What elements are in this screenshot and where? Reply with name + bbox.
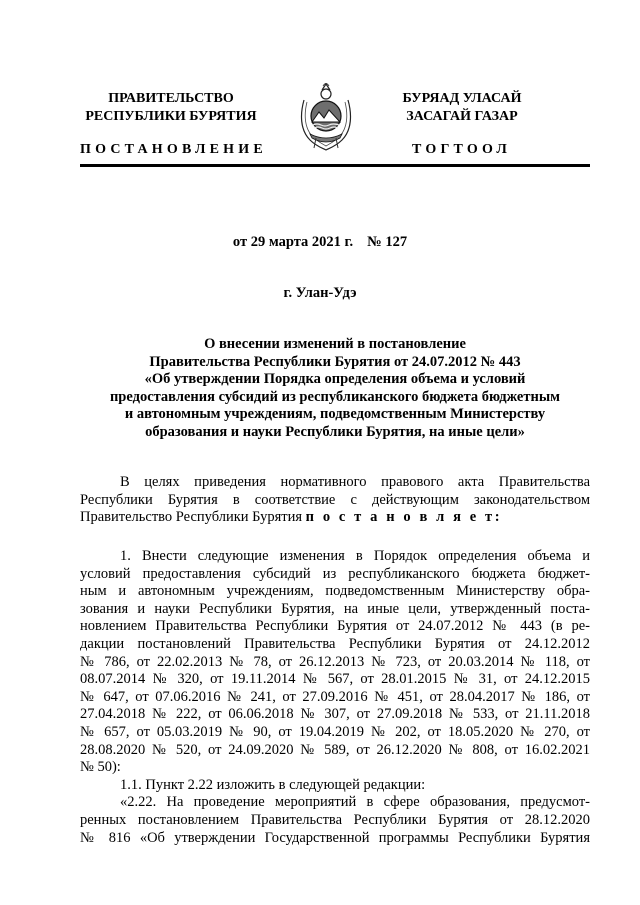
- text-line: ным и автономным учреждениям, подведомственным Министерству обра-: [80, 583, 590, 600]
- coat-of-arms-icon: [296, 80, 356, 152]
- text-line: новлением Правительства Республики Бурятия от 24.07.2012 № 443 (в ре-: [80, 618, 590, 635]
- text-line: дакции постановлений Правительства Республики Бурятия от 24.12.2012: [80, 635, 590, 652]
- issuer-bua-line1: БУРЯАД УЛАСАЙ: [402, 91, 522, 106]
- title-line: образования и науки Республики Бурятия, на иные цели»: [145, 423, 525, 440]
- title-line: предоставления субсидий из республиканского бюджета бюджетным: [109, 388, 561, 405]
- issuer-bua-line2: ЗАСАГАЙ ГАЗАР: [406, 109, 518, 124]
- preamble-paragraph: [80, 474, 590, 527]
- doc-type-russian: ПОСТАНОВЛЕНИЕ: [80, 142, 267, 157]
- preamble-subject: Правительство Республики Бурятия: [80, 509, 306, 526]
- text-line: № 647, от 07.06.2016 № 241, от 27.09.2016 № 451, от 28.04.2017 № 186, от: [80, 688, 590, 705]
- date-number-line: [0, 234, 640, 251]
- text-line: В целях приведения нормативного правового акта Правительства: [120, 474, 590, 490]
- issuer-block-buryat: [372, 90, 552, 126]
- text-line: «2.22. На проведение мероприятий в сфере образования, предусмот-: [120, 794, 590, 811]
- text-line: 27.04.2018 № 222, от 06.06.2018 № 307, от 27.09.2018 № 533, от 21.11.2018: [80, 706, 590, 723]
- title-line: и автономным учреждениям, подведомственным Министерству: [124, 406, 546, 422]
- title-line: Правительства Республики Бурятия от 24.07.2012 № 443: [149, 353, 521, 370]
- decree-number: № 127: [367, 234, 408, 250]
- header-divider: [80, 164, 590, 167]
- issuer-block-russian: [60, 90, 282, 126]
- title-line: «Об утверждении Порядка определения объема и условий: [144, 371, 526, 387]
- title-line: О внесении изменений в постановление: [204, 336, 466, 352]
- text-line: 1. Внести следующие изменения в Порядок определения объема и: [120, 548, 590, 564]
- decree-title: [80, 336, 590, 441]
- issuer-ru-line2: РЕСПУБЛИКИ БУРЯТИЯ: [85, 109, 257, 124]
- clause-1: [80, 548, 590, 847]
- issuer-ru-line1: ПРАВИТЕЛЬСТВО: [108, 91, 234, 106]
- text-line: № 50):: [80, 759, 121, 776]
- text-line: условий предоставления субсидий из республиканского бюджета бюджет-: [80, 565, 590, 582]
- text-line: № 657, от 05.03.2019 № 90, от 19.04.2019 № 202, от 18.05.2020 № 270, от: [80, 723, 590, 740]
- text-line: зования и науки Республики Бурятия, на иные цели, утвержденный поста-: [80, 600, 590, 617]
- doc-type-buryat: ТОГТООЛ: [412, 142, 512, 157]
- text-line: 08.07.2014 № 320, от 19.11.2014 № 567, от 28.01.2015 № 31, от 24.12.2015: [80, 671, 590, 688]
- text-line: ренных постановлением Правительства Республики Бурятия от 28.12.2020: [80, 811, 590, 828]
- decree-verb: п о с т а н о в л я е т:: [305, 509, 503, 526]
- text-line: 1.1. Пункт 2.22 изложить в следующей редакции:: [120, 776, 426, 793]
- text-line: № 816 «Об утверждении Государственной программы Республики Бурятия: [80, 829, 590, 846]
- decree-date: от 29 марта 2021 г.: [232, 234, 354, 250]
- text-line: [80, 509, 590, 527]
- city: г. Улан-Удэ: [283, 285, 357, 301]
- text-line: Республики Бурятия в соответствие с действующим законодательством: [80, 491, 590, 508]
- text-line: 28.08.2020 № 520, от 24.09.2020 № 589, от 26.12.2020 № 808, от 16.02.2021: [80, 741, 590, 758]
- text-line: № 786, от 22.02.2013 № 78, от 26.12.2013 № 723, от 20.03.2014 № 118, от: [80, 653, 590, 670]
